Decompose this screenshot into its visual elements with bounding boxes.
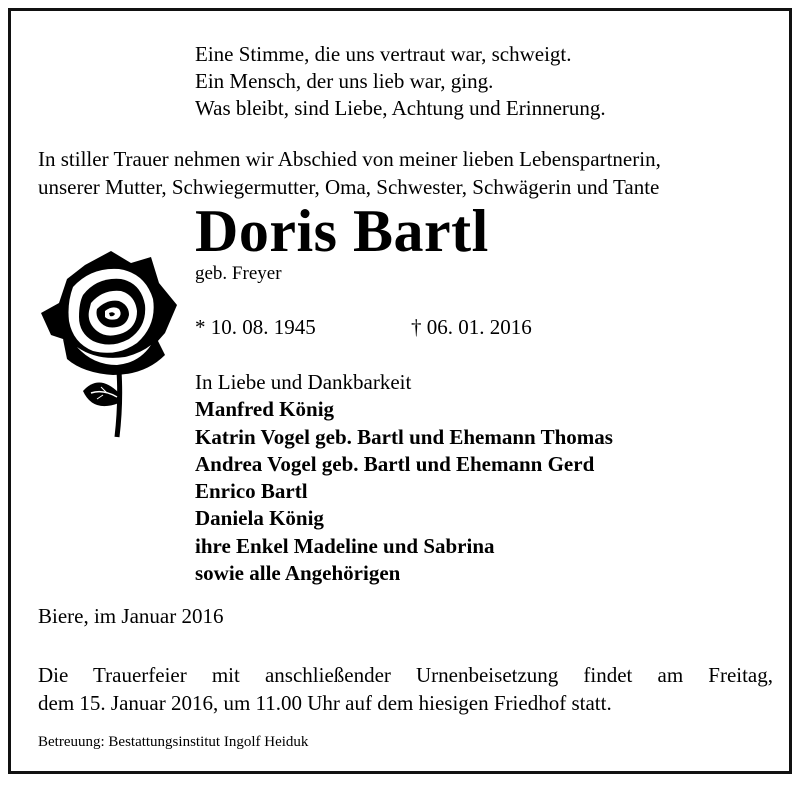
- obituary-notice: [8, 8, 792, 774]
- mourner-name: ihre Enkel Madeline und Sabrina: [195, 533, 495, 558]
- death-date: † 06. 01. 2016: [411, 315, 532, 339]
- intro-line: unserer Mutter, Schwiegermutter, Oma, Schwester, Schwägerin und Tante: [38, 175, 660, 199]
- mourner-name: Katrin Vogel geb. Bartl und Ehemann Thomas: [195, 424, 613, 449]
- maiden-name: geb. Freyer: [195, 263, 282, 284]
- place-and-date: Biere, im Januar 2016: [38, 604, 224, 628]
- mourning-intro: [38, 145, 661, 201]
- poem-line: Was bleibt, sind Liebe, Achtung und Erinnerung.: [195, 96, 606, 120]
- mourner-name: Manfred König: [195, 397, 335, 422]
- mourners-block: [195, 369, 613, 587]
- poem-line: Eine Stimme, die uns vertraut war, schweigt.: [195, 42, 572, 66]
- birth-date: * 10. 08. 1945: [195, 315, 316, 339]
- mourner-name: Enrico Bartl: [195, 479, 308, 504]
- rose-icon: [33, 243, 183, 438]
- mourner-name: Daniela König: [195, 506, 324, 531]
- funeral-info: [38, 661, 773, 717]
- deceased-name: Doris Bartl: [195, 198, 489, 264]
- mourners-lead: In Liebe und Dankbarkeit: [195, 370, 412, 394]
- poem-line: Ein Mensch, der uns lieb war, ging.: [195, 69, 494, 93]
- memorial-poem: [195, 41, 606, 122]
- life-dates: [195, 314, 532, 340]
- mourner-name: Andrea Vogel geb. Bartl und Ehemann Gerd: [195, 451, 595, 476]
- funeral-line: dem 15. Januar 2016, um 11.00 Uhr auf dem hiesigen Friedhof statt.: [38, 691, 612, 715]
- intro-line: In stiller Trauer nehmen wir Abschied von meiner lieben Lebenspartnerin,: [38, 147, 661, 171]
- funeral-line: Die Trauerfeier mit anschließender Urnenbeisetzung findet am Freitag,: [38, 663, 773, 687]
- mourner-name: sowie alle Angehörigen: [195, 561, 401, 586]
- undertaker-credit: Betreuung: Bestattungsinstitut Ingolf Heiduk: [38, 734, 309, 750]
